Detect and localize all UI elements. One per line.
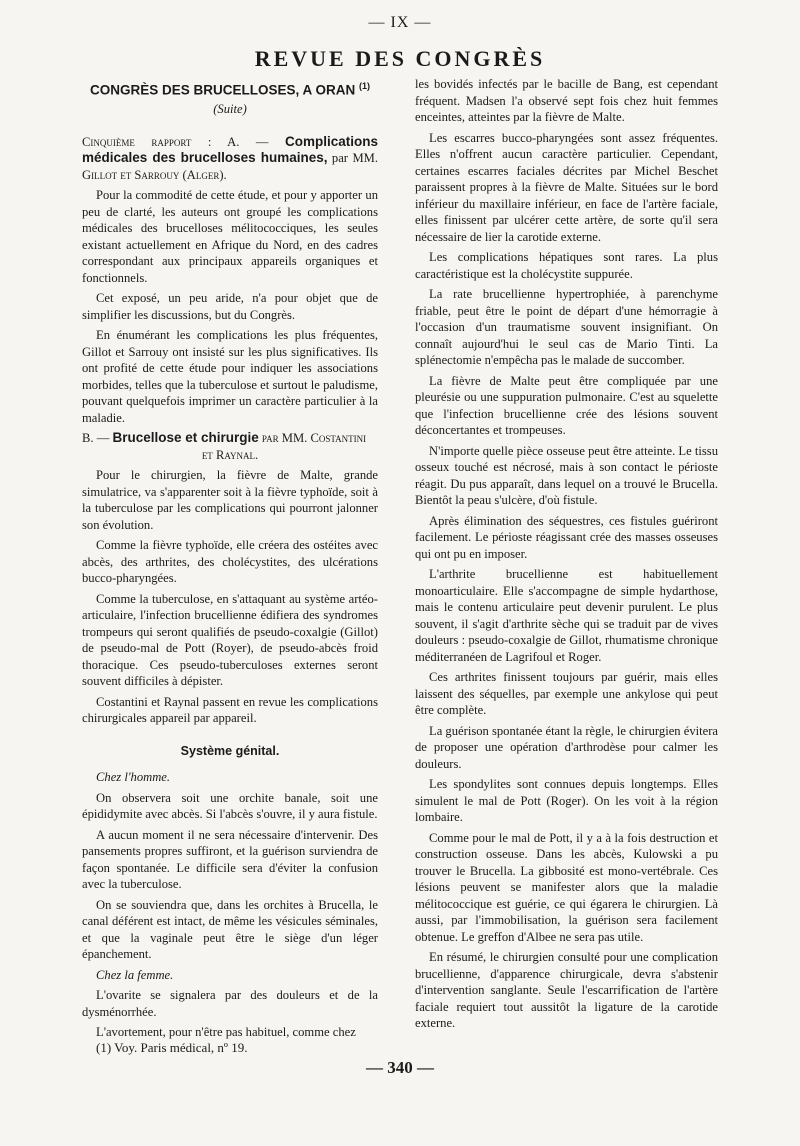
paragraph: Comme la fièvre typhoïde, elle créera des ostéites avec abcès, des arthrites, des cholécystites, des ulcérations bucco-pharyngées. (82, 538, 378, 585)
subheading-man: Chez l'homme. (96, 770, 171, 784)
paragraph: L'ovarite se signalera par des douleurs et de la dysménorrhée. (82, 988, 378, 1019)
paragraph: L'arthrite brucellienne est habituellement monoarticulaire. Elle s'accompagne de simple hydarthose, mais le contenu articulaire peut devenir purulent. Le plus souvent, il s'agit d'arthrite sèche qui se traduit par de vives douleurs : pseudo-coxalgie de Gillot, rhumatisme chronique méditerranéen de Lagrifoul et Roger. (415, 567, 718, 664)
paragraph: Les spondylites sont connues depuis longtemps. Elles simulent le mal de Pott (Roger). On les voit à la région lombaire. (415, 777, 718, 824)
paragraph: Costantini et Raynal passent en revue les complications chirurgicales appareil par appareil. (82, 694, 378, 725)
paragraph: N'importe quelle pièce osseuse peut être atteinte. Le tissu osseux touché est nécrosé, mais à son contact le périoste réagit. Du pus apparaît, dans lequel on a trouvé le Brucella. Bientôt la peau s'ulcère, d'où fistule. (415, 443, 718, 507)
section-b-heading: B. — Brucellose et chirurgie par MM. Costantini et Raynal. (82, 430, 367, 462)
paragraph: La guérison spontanée étant la règle, le chirurgien évitera de proposer une opération d'arthrodèse pour calmer les douleurs. (415, 723, 718, 771)
paragraph: La fièvre de Malte peut être compliquée par une pleurésie ou une suppuration pulmonaire. C'est au squelette que l'infection brucellienne crée des lésions souvent déconcertantes et trompeuses. (415, 373, 718, 437)
paragraph: Comme la tuberculose, en s'attaquant au système artéo-articulaire, l'infection brucellienne édifiera des syndromes trompeurs qui seront qualifiés de pseudo-coxalgie (Gillot) de pseudo-mal de Pott (Royer), de pseudo-abcès froid thoracique. Ces pseudo-tuberculoses externes seront souvent difficiles à dépister. (82, 591, 378, 688)
paragraph: Pour le chirurgien, la fièvre de Malte, grande simulatrice, va s'apparenter soit à la fièvre typhoïde, soit à la tuberculose par les complications qui pourront jalonner son évolution. (82, 468, 378, 532)
system-heading: Système génital. (180, 743, 280, 758)
paragraph: On se souviendra que, dans les orchites à Brucella, le canal déférent est intact, de même les vésicules séminales, et que la vaginale peut être le siège d'un léger épanchement. (82, 897, 378, 961)
right-column (415, 76, 718, 1036)
paragraph: Pour la commodité de cette étude, et pour y apporter un peu de clarté, les auteurs ont groupé les complications médicales des brucelloses mélitococciques, les seules existant actuellement en Afrique du Nord, en des cadres correspondant aux principaux appareils organiques et fonctionnels. (82, 188, 378, 285)
paragraph: Les complications hépatiques sont rares. La plus caractéristique est la cholécystite suppurée. (415, 250, 718, 281)
journal-section-title: REVUE DES CONGRÈS (254, 46, 546, 71)
page-number: — 340 — (366, 1058, 434, 1077)
paragraph: A aucun moment il ne sera nécessaire d'intervenir. Des pansements propres suffiront, et la guérison surviendra de façon spontanée. Le difficile sera d'éviter la confusion avec la tuberculose. (82, 827, 378, 891)
report5-heading: Cinquième rapport : A. — Complications médicales des brucelloses humaines, par MM. Gillot et Sarrouy (Alger). (82, 133, 378, 182)
continued-label: (Suite) (213, 102, 247, 116)
paragraph: En énumérant les complications les plus fréquentes, Gillot et Sarrouy ont insisté sur les plus significatives. Ils ont profité de cette étude pour indiquer les associations morbides, telles que la tuberculose et surtout le paludisme, pouvant quelquefois imprimer un caractère particulier à la maladie. (82, 328, 378, 425)
subheading-woman: Chez la femme. (96, 967, 174, 982)
paragraph: Comme pour le mal de Pott, il y a à la fois destruction et construction osseuse. Dans les abcès, Kulowski a pu trouver le Brucella. La gibbosité est mono-vertébrale. Ces lésions peuvent se manifester alors que la maladie mélitococcique est guérie, ce qui égarera le chirurgien. Là aussi, par l'immobilisation, la guérison sera facilement obtenue. Le greffon d'Albee ne sera pas utile. (415, 830, 718, 944)
paragraph: Ces arthrites finissent toujours par guérir, mais elles laissent des séquelles, par exemple une ankylose qui peut être complète. (415, 670, 718, 717)
paragraph: les bovidés infectés par le bacille de Bang, est cependant fréquent. Madsen l'a observé sept fois chez huit femmes enceintes, atteintes par la fièvre de Malte. (415, 77, 718, 124)
paragraph: Après élimination des séquestres, ces fistules guériront facilement. Le périoste réagissant crée des masses osseuses qui ont pu en imposer. (415, 513, 718, 561)
paragraph: La rate brucellienne hypertrophiée, à parenchyme friable, peut être le point de départ d'une hémorragie à l'occasion d'un traumatisme souvent insignifiant. On connaît aujourd'hui le seul cas de Mario Tinti. La splénectomie n'empêcha pas le malade de succomber. (415, 287, 718, 367)
paragraph: En résumé, le chirurgien consulté pour une complication brucellienne, d'apparence chirurgicale, devra s'abstenir d'intervention sanglante. Seule l'escarrification de l'artère faciale requiert tout aussitôt la ligature de la carotide externe. (415, 950, 718, 1030)
footnote: (1) Voy. Paris médical, nº 19. (96, 1040, 248, 1055)
paragraph: Les escarres bucco-pharyngées sont assez fréquentes. Elles n'offrent aucun caractère particulier. Cependant, certaines escarres faciales décrites par Michel Beschet paraissent propres à la fièvre de Malte. Situées sur le bord inférieur du maxillaire inférieur, en face de l'artère faciale, elles finissent par ulcérer cette artère, de sorte qu'il sera nécessaire de lier la carotide externe. (415, 130, 718, 244)
paragraph: L'avortement, pour n'être pas habituel, comme chez (96, 1025, 356, 1039)
left-column (82, 76, 378, 1045)
footnote-marker: (1) (359, 81, 371, 91)
paragraph: Cet exposé, un peu aride, n'a pour objet que de simplifier les discussions, but du Congrès. (82, 291, 378, 322)
article-title: CONGRÈS DES BRUCELLOSES, A ORAN $^{(1)}$ (89, 81, 371, 98)
paragraph: On observera soit une orchite banale, soit une épididymite avec abcès. Si l'abcès s'ouvre, il y aura fistule. (82, 790, 378, 821)
page-header-roman: — IX — (368, 14, 432, 31)
